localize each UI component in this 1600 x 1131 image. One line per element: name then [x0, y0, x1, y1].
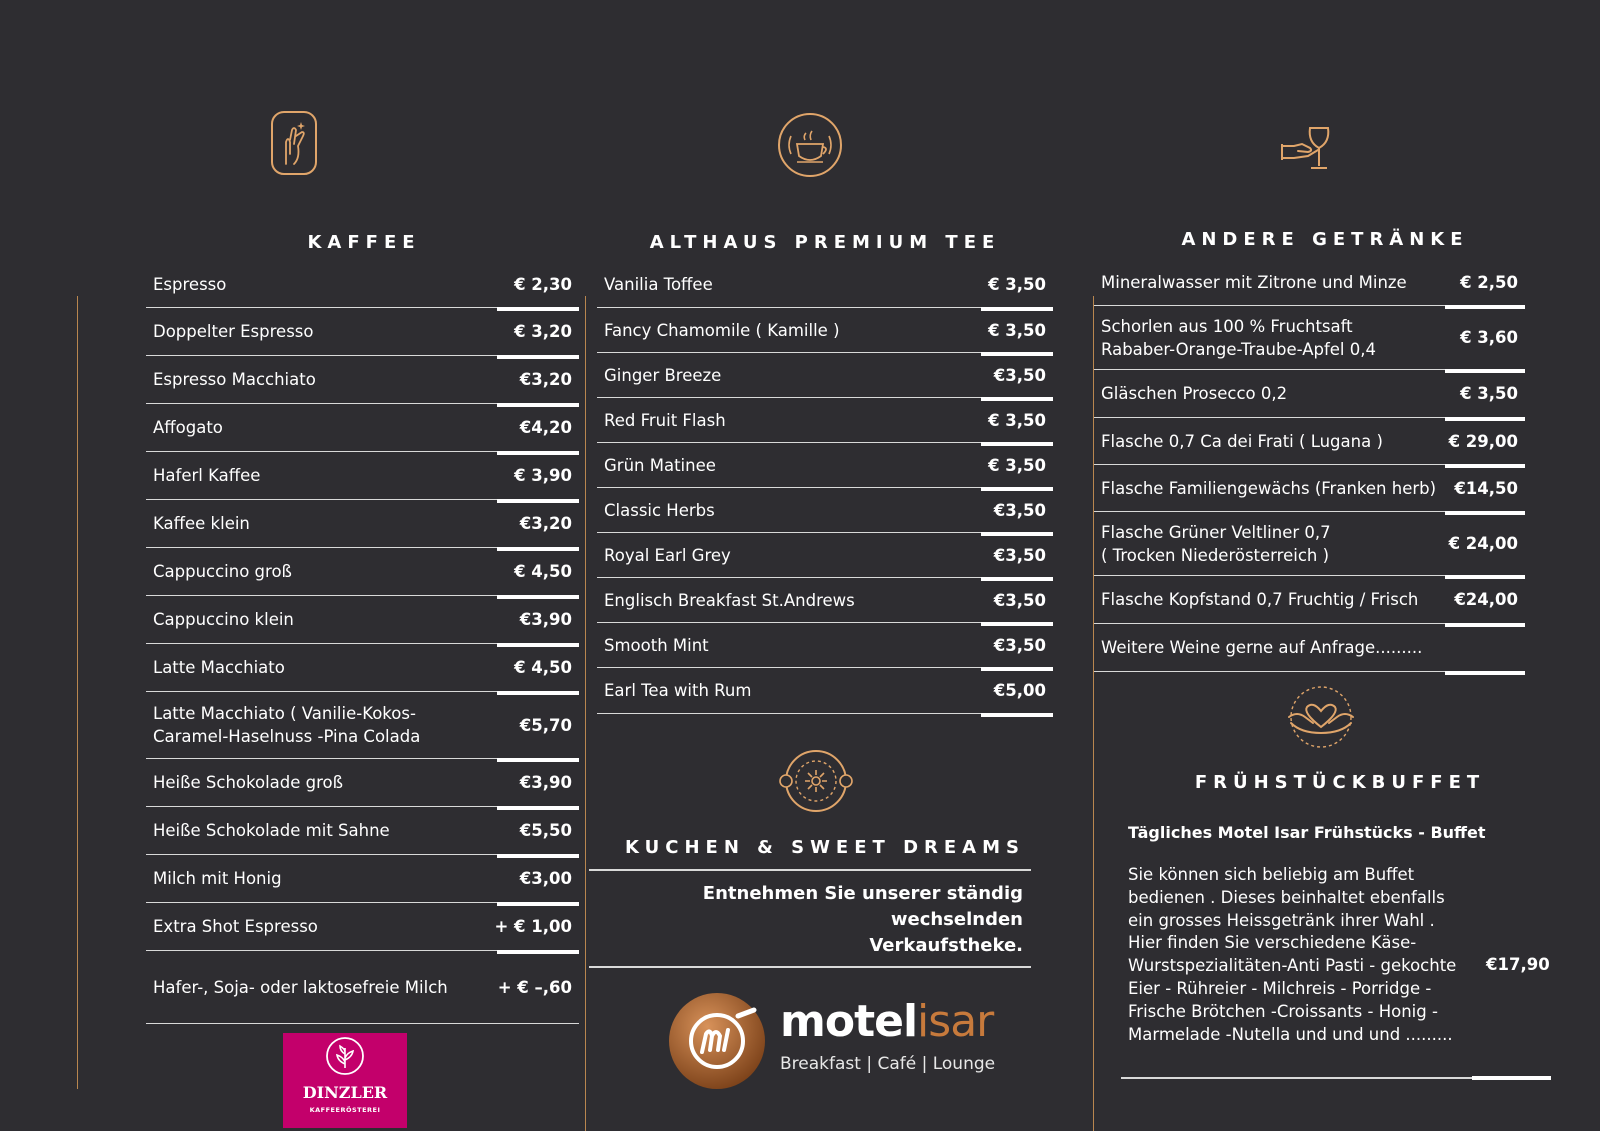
heading-tee: ALTHAUS PREMIUM TEE: [649, 232, 1001, 253]
menu-row: [597, 308, 1053, 353]
item-name: Heiße Schokolade groß: [153, 773, 344, 792]
item-name: Smooth Mint: [604, 635, 709, 655]
wine-glass-hand-icon: [1280, 124, 1336, 178]
menu-row: [1094, 624, 1525, 672]
heading-kaffee: KAFFEE: [307, 232, 421, 253]
menu-row: [597, 533, 1053, 578]
item-name: Flasche Familiengewächs (Franken herb): [1101, 478, 1437, 498]
menu-row: [146, 548, 579, 596]
kuchen-top-line: [589, 869, 1031, 871]
item-price: €3,50: [993, 545, 1046, 565]
item-price: + € –,60: [497, 977, 572, 997]
description-line: Frische Brötchen -Croissants - Honig -: [1128, 1001, 1438, 1021]
item-price: €5,00: [993, 681, 1046, 700]
kuchen-text-line2: Verkaufstheke.: [869, 935, 1023, 956]
item-price: € 29,00: [1448, 431, 1518, 451]
menu-row: [1094, 260, 1525, 306]
item-name: Grün Matinee: [604, 455, 716, 475]
item-name: Royal Earl Grey: [604, 545, 731, 565]
price-underline: [981, 713, 1053, 717]
motel-isar-wordmark: [780, 996, 993, 1047]
item-price: € 3,50: [988, 410, 1046, 430]
menu-row: [146, 500, 579, 548]
wordmark-isar: isar: [917, 996, 994, 1047]
andere-getraenke-list: [1094, 260, 1525, 672]
item-price: €3,50: [993, 365, 1046, 385]
menu-row: [597, 668, 1053, 714]
motel-isar-logo: [668, 992, 996, 1092]
item-name: Ginger Breeze: [604, 365, 722, 385]
menu-row: [1094, 306, 1525, 370]
item-name: Englisch Breakfast St.Andrews: [604, 590, 855, 610]
divider-left: [77, 296, 78, 1089]
item-price: €3,50: [993, 635, 1046, 655]
motel-isar-tagline: Breakfast | Café | Lounge: [780, 1054, 996, 1074]
description-line: Eier - Rühreier - Milchreis - Porridge -: [1128, 978, 1432, 998]
item-price: €24,00: [1454, 590, 1518, 609]
item-price: €3,90: [519, 610, 572, 629]
item-name: Extra Shot Espresso: [153, 917, 318, 936]
item-price: € 24,00: [1448, 534, 1518, 553]
menu-row: [597, 578, 1053, 623]
dinzler-sub: KAFFEERÖSTEREI: [309, 1106, 381, 1114]
description-line: Sie können sich beliebig am Buffet: [1128, 865, 1415, 884]
menu-row: [146, 262, 579, 308]
item-name-line2: Rababer-Orange-Traube-Apfel 0,4: [1101, 339, 1376, 359]
sun-ornament-icon: [778, 748, 854, 814]
item-price: €3,90: [519, 773, 572, 792]
item-name: Doppelter Espresso: [153, 322, 314, 341]
item-price: € 2,30: [514, 275, 572, 294]
coffee-plant-icon: [325, 1036, 365, 1076]
kuchen-text-line1: Entnehmen Sie unserer ständig wechselnden: [702, 883, 1023, 930]
item-name: Earl Tea with Rum: [604, 681, 752, 700]
menu-row: [146, 308, 579, 356]
kuchen-text: [589, 881, 1023, 959]
fruehstueck-subtitle: Tägliches Motel Isar Frühstücks - Buffet: [1128, 823, 1486, 842]
item-price: € 3,50: [988, 455, 1046, 475]
menu-row: [146, 903, 579, 951]
item-price: €5,50: [519, 821, 572, 840]
item-name: Schorlen aus 100 % Fruchtsaft: [1101, 316, 1353, 336]
description-line: bedienen . Dieses beinhaltet ebenfalls: [1128, 887, 1445, 907]
tea-cup-icon: [777, 112, 843, 178]
item-name: Classic Herbs: [604, 500, 715, 520]
menu-row: [597, 398, 1053, 443]
heading-kuchen: KUCHEN & SWEET DREAMS: [625, 837, 1025, 858]
menu-row: [146, 356, 579, 404]
fruehstueck-price: €17,90: [1486, 955, 1550, 974]
menu-row: [146, 644, 579, 692]
menu-row: [1094, 465, 1525, 512]
item-price: €3,50: [993, 590, 1046, 610]
item-price: € 3,60: [1460, 328, 1518, 347]
dinzler-logo: [283, 1033, 407, 1128]
price-underline: [1445, 671, 1525, 675]
description-line: ein grosses Heissgetränk ihrer Wahl .: [1128, 910, 1435, 930]
item-name: Hafer-, Soja- oder laktosefreie Milch: [153, 977, 448, 997]
item-price: €3,20: [519, 370, 572, 389]
item-price: € 3,50: [988, 275, 1046, 294]
item-price: € 3,20: [514, 322, 572, 341]
menu-row: [597, 262, 1053, 308]
hand-coffee-bean-icon: [270, 110, 320, 178]
item-name: Cappuccino groß: [153, 562, 292, 581]
menu-row: [597, 623, 1053, 668]
menu-row: [597, 488, 1053, 533]
item-price: €5,70: [519, 715, 572, 735]
item-price: €3,00: [519, 869, 572, 888]
item-name: Mineralwasser mit Zitrone und Minze: [1101, 273, 1407, 292]
item-name: Milch mit Honig: [153, 869, 282, 888]
kaffee-list: [146, 262, 579, 1024]
item-name: Cappuccino klein: [153, 610, 294, 629]
fruehstueck-description: [1128, 864, 1488, 1046]
item-price: + € 1,00: [494, 917, 572, 936]
dinzler-name: DINZLER: [302, 1083, 388, 1102]
item-price: € 4,50: [514, 658, 572, 677]
item-name: Flasche Kopfstand 0,7 Fruchtig / Frisch: [1101, 590, 1419, 609]
heart-hands-icon: [1283, 685, 1359, 749]
item-price: €3,50: [993, 500, 1046, 520]
item-price: € 3,50: [988, 320, 1046, 340]
item-name: Flasche 0,7 Ca dei Frati ( Lugana ): [1101, 431, 1383, 451]
menu-row: [146, 404, 579, 452]
menu-row: [146, 759, 579, 807]
item-price: €3,20: [519, 514, 572, 533]
item-name: Heiße Schokolade mit Sahne: [153, 821, 390, 840]
item-name-line2: ( Trocken Niederösterreich ): [1101, 545, 1330, 565]
item-name: Fancy Chamomile ( Kamille ): [604, 320, 840, 340]
item-name: Espresso: [153, 275, 227, 294]
menu-row: [1094, 418, 1525, 465]
wordmark-motel: motel: [780, 996, 918, 1047]
item-price: €4,20: [519, 418, 572, 437]
item-name-line2: Caramel-Haselnuss -Pina Colada: [153, 727, 421, 746]
item-price: € 2,50: [1460, 273, 1518, 292]
item-price: € 3,90: [514, 466, 572, 485]
heading-fruehstueck: FRÜHSTÜCKBUFFET: [1194, 772, 1486, 793]
description-line: Wurstspezialitäten-Anti Pasti - gekochte: [1128, 956, 1457, 976]
item-name: Gläschen Prosecco 0,2: [1101, 384, 1288, 403]
item-name: Kaffee klein: [153, 514, 250, 533]
item-price: € 3,50: [1460, 384, 1518, 403]
menu-row: [1094, 576, 1525, 624]
description-line: Hier finden Sie verschiedene Käse-: [1128, 933, 1417, 953]
fruehstueck-line-bar: [1472, 1076, 1551, 1080]
description-line: Marmelade -Nutella und und und .........: [1128, 1024, 1453, 1044]
menu-row: [1094, 512, 1525, 576]
menu-row: [1094, 370, 1525, 418]
item-price: €14,50: [1454, 478, 1518, 498]
menu-row: [597, 443, 1053, 488]
tee-list: [597, 262, 1053, 714]
item-name: Weitere Weine gerne auf Anfrage.........: [1101, 638, 1423, 657]
menu-row: [146, 951, 579, 1024]
item-name: Vanilia Toffee: [604, 275, 713, 294]
item-price: € 4,50: [514, 562, 572, 581]
motel-isar-mark-icon: [668, 992, 766, 1090]
divider-center-left: [585, 296, 586, 1131]
item-name: Affogato: [153, 418, 223, 437]
item-name: Flasche Grüner Veltliner 0,7: [1101, 522, 1331, 542]
item-name: Latte Macchiato: [153, 658, 285, 677]
menu-row: [146, 807, 579, 855]
item-name: Espresso Macchiato: [153, 370, 316, 389]
menu-row: [146, 596, 579, 644]
menu-row: [597, 353, 1053, 398]
menu-row: [146, 452, 579, 500]
menu-row: [146, 692, 579, 759]
item-name: Red Fruit Flash: [604, 410, 726, 430]
heading-andere-getraenke: ANDERE GETRÄNKE: [1181, 229, 1469, 250]
item-name: Latte Macchiato ( Vanilie-Kokos-: [153, 704, 416, 723]
item-name: Haferl Kaffee: [153, 466, 261, 485]
kuchen-bottom-line: [589, 966, 1031, 968]
menu-row: [146, 855, 579, 903]
